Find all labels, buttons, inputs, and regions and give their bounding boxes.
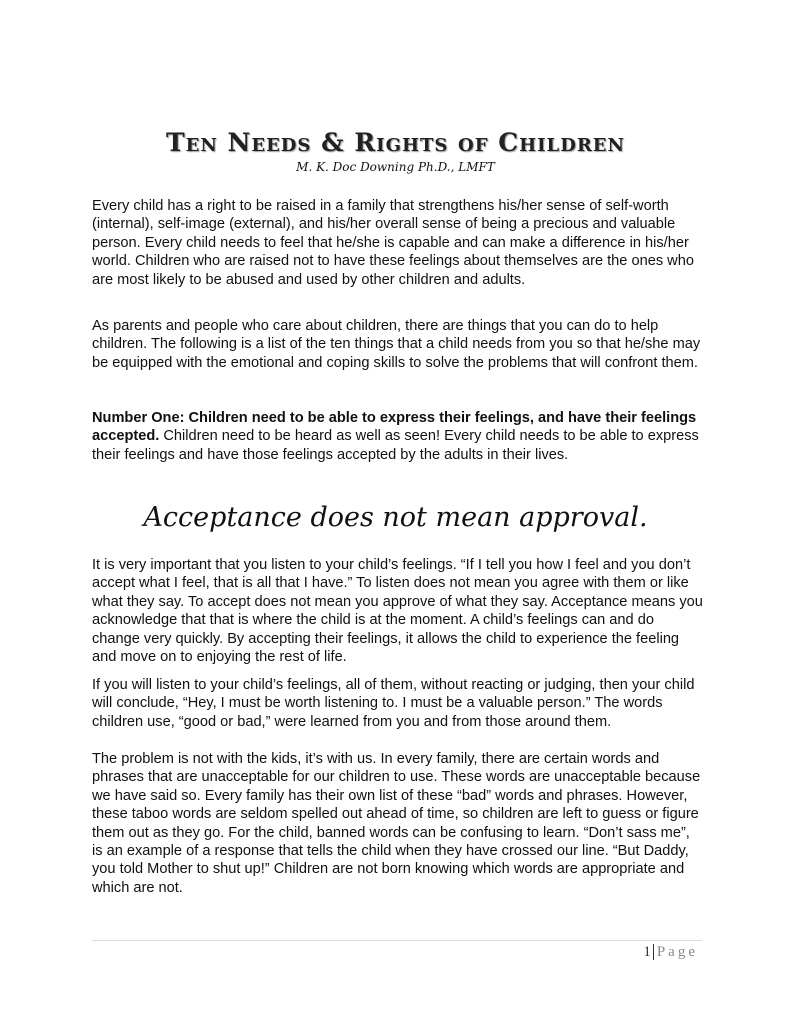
listen-paragraph: It is very important that you listen to your child’s feelings. “If I tell you how I feel and you don’t accept what I feel, that is all that I have.” To listen does not mean you agree with them or like what they say. To accept does not mean you approve of what they say. Acceptance means you acknowledge that that is where the child is at the moment. A child’s feelings can and do change very quickly. By accepting their feelings, it allows the child to experience the feeling and move on to enjoying the rest of life.: [92, 557, 703, 666]
number-one-heading: Number One: Children need to be able to express their feelings, and have their feelings accepted.: [92, 410, 697, 445]
number-one-text: Children need to be heard as well as seen! Every child needs to be able to express their feelings and have those feelings accepted by the adults in their lives.: [92, 428, 699, 463]
author-line: M. K. Doc Downing Ph.D., LMFT: [296, 160, 495, 174]
problem-paragraph: The problem is not with the kids, it’s with us. In every family, there are certain words and phrases that are unacceptable for our children to use. These words are unacceptable because we have said so. Every family has their own list of these “bad” words and phrases. However, these taboo words are seldom spelled out ahead of time, so children are left to guess or figure them out as they go. For the child, banned words can be confusing to learn. “Don’t sass me”, is an example of a response that tells the child when they have crossed our line. “But Daddy, you told Mother to shut up!” Children are not born knowing which words are appropriate and which are not.: [92, 751, 701, 896]
parents-paragraph: As parents and people who care about children, there are things that you can do to help children. The following is a list of the ten things that a child needs from you so that he/she may be equipped with the emotional and coping skills to solve the problems that will confront them.: [92, 318, 701, 371]
page-number: 1: [643, 944, 651, 960]
number-one-paragraph: [92, 409, 704, 464]
footer-divider: [92, 940, 702, 941]
conclude-paragraph: If you will listen to your child’s feelings, all of them, without reacting or judging, then your child will conclude, “Hey, I must be worth listening to. I must be a valuable person.” The words children use, “good or bad,” were learned from you and from those around them.: [92, 677, 695, 730]
intro-paragraph: Every child has a right to be raised in a family that strengthens his/her sense of self-worth (internal), self-image (external), and his/her overall sense of being a precious and valuable person. Every child needs to feel that he/she is capable and can make a difference in his/her world. Children who are raised not to have these feelings about themselves are the ones who are most likely to be abused and used by other children and adults.: [92, 198, 694, 288]
page-footer: [643, 944, 698, 961]
document-title: Ten Needs & Rights of Children: [166, 128, 625, 157]
page-label: Page: [653, 944, 698, 960]
tagline: Acceptance does not mean approval.: [143, 502, 648, 533]
